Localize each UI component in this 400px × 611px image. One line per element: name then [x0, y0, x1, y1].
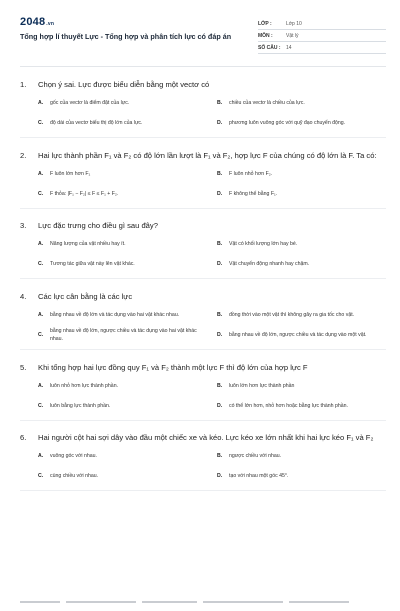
question-separator	[20, 208, 386, 209]
option-letter: A.	[38, 312, 44, 319]
option-text: F thỏa: |F₁ − F₂| ≤ F ≤ F₁ + F₂.	[50, 190, 119, 197]
meta-value: Vật lý	[286, 32, 299, 39]
option-text: đồng thời vào một vật thì không gây ra gia tốc cho vật.	[229, 312, 355, 319]
question-text: Chọn ý sai. Lực được biểu diễn bằng một vectơ có	[38, 80, 210, 89]
option-letter: C.	[38, 402, 44, 409]
option-letter: D.	[217, 473, 223, 480]
answer-options	[20, 95, 386, 131]
question-text: Hai người cột hai sợi dây vào đầu một chiếc xe và kéo. Lực kéo xe lớn nhất khi hai lực kéo F₁ và F₂	[38, 433, 374, 443]
answer-option-a[interactable]	[38, 166, 207, 182]
meta-key: MÔN :	[258, 32, 273, 39]
question-number: 1.	[20, 80, 27, 89]
option-text: bằng nhau về độ lớn và tác dụng vào hai vật khác nhau.	[50, 312, 180, 319]
answer-option-b[interactable]	[217, 448, 386, 464]
option-letter: C.	[38, 332, 44, 339]
question-separator	[20, 490, 386, 491]
answer-option-a[interactable]	[38, 236, 207, 252]
answer-options	[20, 166, 386, 202]
option-letter: D.	[217, 120, 223, 126]
question-5	[20, 362, 386, 421]
question-text-row	[20, 291, 386, 302]
meta-key: LỚP :	[258, 20, 272, 27]
answer-option-a[interactable]	[38, 378, 207, 394]
answer-option-c[interactable]	[38, 256, 207, 272]
option-text: bằng nhau về độ lớn, ngược chiều và tác dụng vào hai vật khác nhau.	[50, 328, 197, 343]
option-letter: D.	[217, 402, 223, 409]
question-4	[20, 291, 386, 350]
option-letter: A.	[38, 170, 44, 177]
option-text: phương luôn vuông góc với quỹ đạo chuyển động.	[229, 120, 346, 126]
option-letter: B.	[217, 100, 223, 106]
truncated-next-question	[20, 593, 380, 596]
answer-option-b[interactable]	[217, 378, 386, 394]
question-text: Hai lực thành phần F₁ và F₂ có độ lớn lần lượt là F₁ và F₂, hợp lực F của chúng có độ lớn là F. Ta có:	[38, 150, 377, 160]
question-1	[20, 79, 386, 138]
option-text: F luôn lớn hơn F₁	[50, 170, 91, 177]
option-text: F luôn nhỏ hơn F₂.	[229, 170, 273, 177]
question-6	[20, 432, 386, 491]
option-text: vuông góc với nhau.	[50, 453, 97, 460]
answer-option-b[interactable]	[217, 236, 386, 252]
question-separator	[20, 137, 386, 138]
answer-option-a[interactable]	[38, 307, 207, 323]
answer-option-c[interactable]	[38, 115, 207, 131]
question-separator	[20, 278, 386, 279]
answer-option-d[interactable]	[217, 256, 386, 272]
answer-options	[20, 236, 386, 272]
document-header	[20, 14, 386, 54]
option-letter: B.	[217, 382, 223, 389]
answer-option-c[interactable]	[38, 327, 207, 343]
option-letter: C.	[38, 120, 44, 126]
option-letter: A.	[38, 382, 44, 389]
document-title: Tổng hợp lí thuyết Lực - Tổng hợp và phân tích lực có đáp án	[20, 32, 232, 41]
meta-row-count	[258, 42, 386, 54]
option-text: cùng chiều với nhau.	[50, 473, 99, 480]
meta-value: Lớp 10	[286, 20, 302, 27]
meta-row-subject	[258, 30, 386, 42]
question-number: 4.	[20, 292, 27, 302]
answer-option-b[interactable]	[217, 166, 386, 182]
answer-option-b[interactable]	[217, 95, 386, 111]
answer-option-d[interactable]	[217, 327, 386, 343]
question-text-row	[20, 432, 386, 443]
header-divider	[20, 66, 386, 67]
question-text-row	[20, 362, 386, 373]
option-letter: A.	[38, 241, 44, 248]
question-text-row	[20, 150, 386, 161]
option-text: Tương tác giữa vật này lên vật khác.	[50, 261, 135, 268]
meta-table	[258, 18, 386, 54]
answer-option-d[interactable]	[217, 468, 386, 484]
answer-option-d[interactable]	[217, 186, 386, 202]
option-text: luôn bằng lực thành phần.	[50, 402, 111, 409]
option-letter: D.	[217, 332, 223, 339]
meta-key: SỐ CÂU :	[258, 44, 281, 51]
option-text: luôn lớn hơn lực thành phần	[229, 382, 295, 389]
option-letter: B.	[217, 241, 223, 248]
answer-option-c[interactable]	[38, 468, 207, 484]
option-letter: A.	[38, 453, 44, 460]
option-letter: D.	[217, 190, 223, 197]
question-text: Lực đặc trưng cho điều gì sau đây?	[38, 221, 158, 231]
meta-row-class	[258, 18, 386, 30]
question-separator	[20, 349, 386, 350]
question-text: Khi tổng hợp hai lực đồng quy F₁ và F₂ thành một lực F thì độ lớn của hợp lực F	[38, 362, 308, 372]
question-number: 5.	[20, 362, 27, 372]
logo-sub-text: .vn	[46, 21, 55, 27]
option-text: luôn nhỏ hơn lực thành phần.	[50, 382, 119, 389]
question-3	[20, 220, 386, 279]
question-number: 6.	[20, 433, 27, 443]
option-text: chiều của vectơ là chiều của lực.	[229, 100, 305, 106]
option-text: bằng nhau về độ lớn, ngược chiều và tác dụng vào một vật.	[229, 332, 367, 339]
question-text: Các lực cân bằng là các lực	[38, 292, 133, 302]
answer-option-c[interactable]	[38, 186, 207, 202]
option-text: ngược chiều với nhau.	[229, 453, 282, 460]
option-text: F không thể bằng F₁.	[229, 190, 278, 197]
header-left	[20, 14, 250, 54]
option-letter: C.	[38, 261, 44, 268]
answer-option-a[interactable]	[38, 448, 207, 464]
question-number: 2.	[20, 150, 27, 160]
option-letter: C.	[38, 473, 44, 480]
option-text: có thể lớn hơn, nhỏ hơn hoặc bằng lực thành phần.	[229, 402, 348, 409]
answer-option-d[interactable]	[217, 115, 386, 131]
logo-main-text: 2048	[20, 16, 46, 28]
answer-options	[20, 307, 386, 343]
answer-option-d[interactable]	[217, 398, 386, 414]
question-list	[20, 79, 386, 491]
option-text: Vật chuyển động nhanh hay chậm.	[229, 261, 310, 268]
question-text-row	[20, 220, 386, 231]
option-letter: B.	[217, 453, 223, 460]
option-letter: D.	[217, 261, 223, 268]
option-letter: A.	[38, 100, 44, 106]
option-text: tạo với nhau một góc 45°.	[229, 473, 289, 480]
question-separator	[20, 420, 386, 421]
option-text: độ dài của vectơ biểu thị độ lớn của lực.	[50, 120, 143, 126]
question-number: 3.	[20, 221, 27, 231]
answer-options	[20, 448, 386, 484]
answer-option-c[interactable]	[38, 398, 207, 414]
meta-value: 14	[286, 44, 292, 51]
option-text: gốc của vectơ là điểm đặt của lực.	[50, 100, 130, 106]
question-2	[20, 150, 386, 209]
question-text-row	[20, 79, 386, 90]
answer-option-b[interactable]	[217, 307, 386, 323]
site-logo[interactable]	[20, 16, 250, 28]
option-text: Vật có khối lượng lớn hay bé.	[229, 241, 298, 248]
answer-options	[20, 378, 386, 414]
option-letter: B.	[217, 170, 223, 177]
answer-option-a[interactable]	[38, 95, 207, 111]
option-letter: C.	[38, 190, 44, 197]
option-letter: B.	[217, 312, 223, 319]
option-text: Năng lượng của vật nhiều hay ít.	[50, 241, 126, 248]
